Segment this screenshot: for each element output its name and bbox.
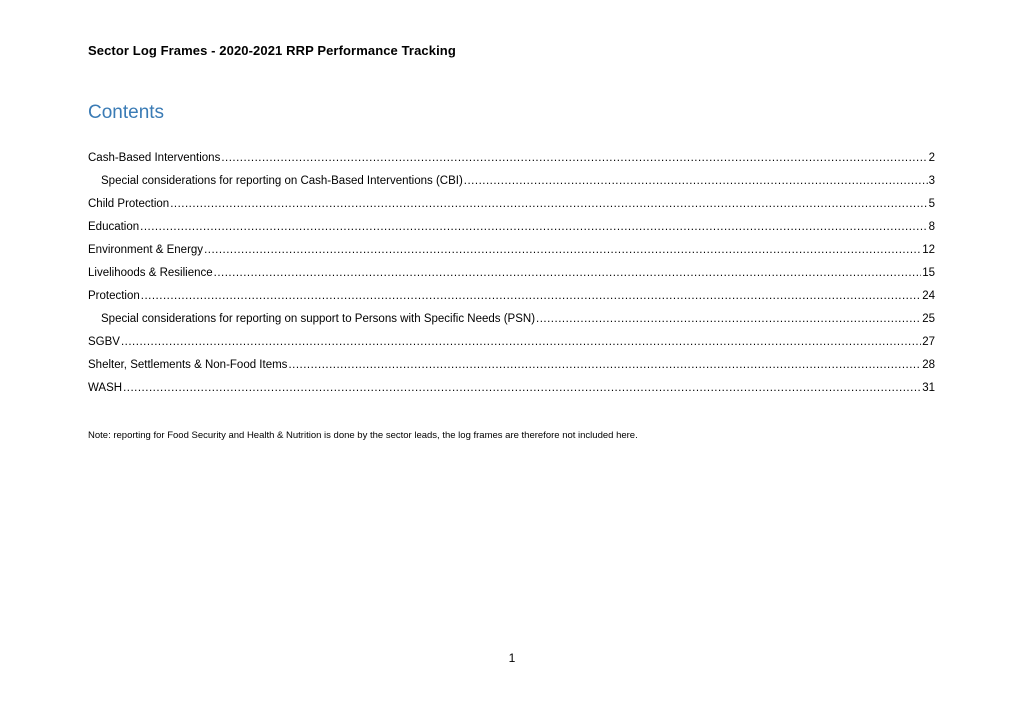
toc-entry-livelihoods-resilience[interactable] [88, 267, 935, 290]
toc-entry-psn-special-considerations[interactable] [88, 313, 935, 336]
toc-entry-page: 5 [928, 198, 935, 210]
toc-dot-leader [221, 152, 927, 164]
toc-entry-title: WASH [88, 382, 123, 394]
toc-entry-page: 12 [922, 244, 935, 256]
toc-entry-title: Special considerations for reporting on Cash-Based Interventions (CBI) [101, 175, 463, 187]
toc-entry-title: Livelihoods & Resilience [88, 267, 213, 279]
toc-entry-title: Environment & Energy [88, 244, 204, 256]
toc-entry-page: 25 [922, 313, 935, 325]
toc-entry-page: 2 [928, 152, 935, 164]
toc-entry-page: 3 [928, 175, 935, 187]
page-number: 1 [508, 651, 516, 665]
toc-entry-page: 28 [922, 359, 935, 371]
toc-entry-title: SGBV [88, 336, 120, 348]
toc-entry-shelter-settlements-nfi[interactable] [88, 359, 935, 382]
toc-dot-leader [121, 336, 921, 348]
contents-note: Note: reporting for Food Security and Health & Nutrition is done by the sector leads, the log frames are therefore not included here. [88, 430, 638, 441]
toc-dot-leader [214, 267, 922, 279]
toc-dot-leader [536, 313, 921, 325]
toc-entry-page: 31 [922, 382, 935, 394]
toc-entry-title: Cash-Based Interventions [88, 152, 221, 164]
toc-entry-wash[interactable] [88, 382, 935, 405]
toc-entry-child-protection[interactable] [88, 198, 935, 221]
toc-dot-leader [464, 175, 928, 187]
toc-entry-education[interactable] [88, 221, 935, 244]
contents-heading: Contents [88, 102, 165, 123]
toc-entry-cbi-special-considerations[interactable] [88, 175, 935, 198]
toc-dot-leader [140, 221, 927, 233]
toc-dot-leader [123, 382, 921, 394]
toc-dot-leader [288, 359, 921, 371]
document-header-title: Sector Log Frames - 2020-2021 RRP Performance Tracking [88, 43, 456, 58]
table-of-contents [88, 152, 935, 405]
toc-entry-page: 15 [922, 267, 935, 279]
toc-entry-title: Child Protection [88, 198, 170, 210]
toc-entry-page: 8 [928, 221, 935, 233]
toc-entry-cash-based-interventions[interactable] [88, 152, 935, 175]
toc-entry-sgbv[interactable] [88, 336, 935, 359]
toc-entry-protection[interactable] [88, 290, 935, 313]
toc-dot-leader [204, 244, 921, 256]
toc-dot-leader [141, 290, 921, 302]
toc-dot-leader [170, 198, 927, 210]
toc-entry-environment-energy[interactable] [88, 244, 935, 267]
toc-entry-page: 27 [922, 336, 935, 348]
toc-entry-title: Special considerations for reporting on support to Persons with Specific Needs (PSN) [101, 313, 536, 325]
toc-entry-page: 24 [922, 290, 935, 302]
toc-entry-title: Protection [88, 290, 140, 302]
toc-entry-title: Shelter, Settlements & Non-Food Items [88, 359, 288, 371]
toc-entry-title: Education [88, 221, 140, 233]
